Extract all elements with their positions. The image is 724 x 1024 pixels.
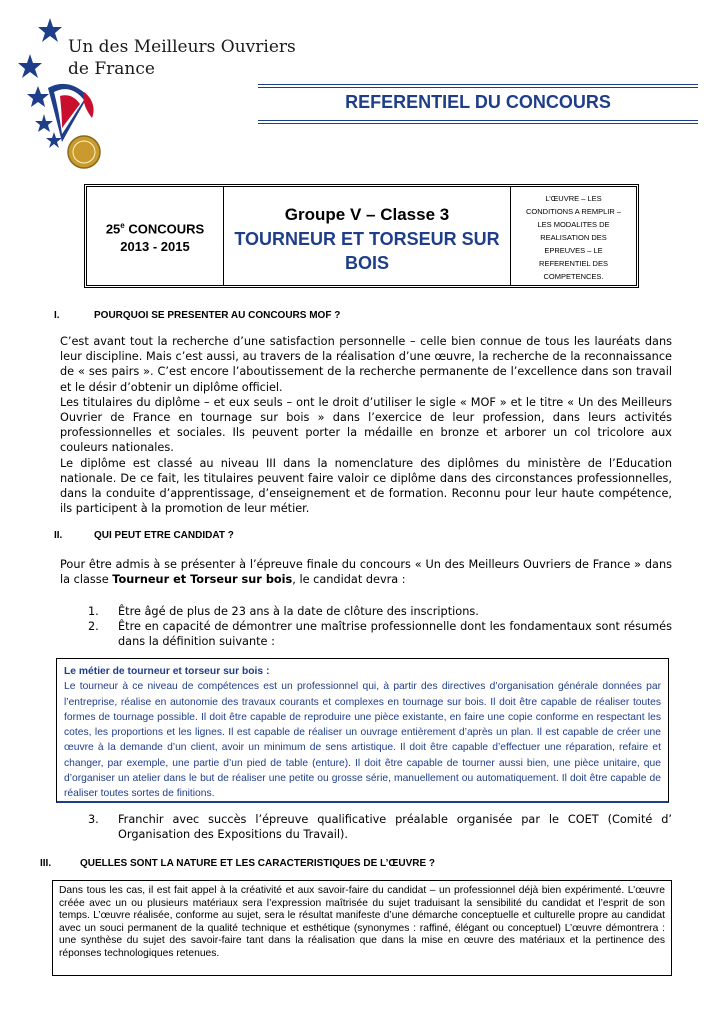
header-rule-bottom-2: [258, 123, 698, 124]
list-number: 2.: [88, 620, 99, 634]
concours-ordinal: e: [120, 221, 125, 231]
concours-info-box: [84, 184, 639, 288]
intro-text-end: , le candidat devra :: [292, 573, 406, 587]
definition-text: Le tourneur à ce niveau de compétences est un professionnel qui, à partir des directives d’organisation générale données par l’entreprise, réalise en autonomie des travaux courants et complexes en tournage sur bois. Il doit être capable de réaliser toutes formes de tournage possible. Il doit être capable de reproduire une pièce existante, en faire une copie conforme en respectant les cotes, les proportions et les lignes. Il est capable de réaliser un ouvrage entièrement d’après un plan. Il est capable de créer une œuvre à la demande d’un client, avoir un minimum de sens artistique. Il doit être capable d’effectuer une réparation, refaire et changer, par exemple, une partie d’un pied de table (enture). Il doit être capable de tourner aussi bien, une pièce unitaire, que d’organiser un atelier dans le but de réaliser une petite ou grosse série, manuellement ou automatiquement. Il doit être capable de réaliser toutes sortes de finitions.: [64, 681, 661, 800]
intro-text: Pour être admis à se présenter à l’épreuve finale du concours « Un des Meilleurs Ouvriers de France » dans la classe: [60, 558, 672, 587]
list-item: [88, 604, 672, 619]
list-item: [88, 812, 672, 842]
requirements-list-cont: [88, 812, 672, 842]
flag-ribbon-icon: [48, 84, 94, 142]
section-2-intro: [60, 557, 672, 587]
header-rule-top: [258, 84, 698, 85]
metier-title-line-2: BOIS: [344, 253, 389, 273]
header-rule-bottom: [258, 120, 698, 121]
paragraph: C’est avant tout la recherche d’une satisfaction personnelle – celle bien connue de tous les lauréats dans leur discipline. Mais c’est aussi, au travers de la réalisation d’une œuvre, la recherche de la reconnaissance de « ses pairs ». C’est encore l’aboutissement de la recherche permanente de l’excellence dans son travail et le désir d’obtenir un diplôme officiel.: [60, 335, 672, 394]
metier-title-line-1: TOURNEUR ET TORSEUR SUR: [234, 229, 500, 249]
list-item: [88, 619, 672, 649]
oeuvre-description-box: [52, 880, 672, 976]
contents-line: CONDITIONS A REMPLIR –: [525, 207, 622, 216]
contents-line: COMPETENCES.: [543, 272, 604, 281]
section-title: POURQUOI SE PRESENTER AU CONCOURS MOF ?: [94, 310, 341, 321]
organisation-name: [68, 36, 296, 80]
contents-line: REFERENTIEL DES: [539, 259, 608, 268]
section-1-body: [60, 334, 672, 516]
contents-cell: [511, 187, 636, 285]
definition-title: Le métier de tourneur et torseur sur bois :: [64, 666, 270, 677]
job-definition-box: [56, 658, 669, 803]
section-number: III.: [40, 858, 52, 869]
class-cell: [224, 187, 511, 285]
section-number: II.: [54, 530, 63, 541]
list-text: Franchir avec succès l’épreuve qualificative préalable organisée par le COET (Comité d’ Organisation des Expositions du Travail).: [118, 813, 672, 842]
section-title: QUELLES SONT LA NATURE ET LES CARACTERISTIQUES DE L’ŒUVRE ?: [80, 858, 436, 869]
paragraph: [60, 557, 672, 587]
contents-line: LES MODALITES DE: [537, 220, 610, 229]
header-rule-top-2: [258, 87, 698, 88]
organisation-line-1: Un des Meilleurs Ouvriers: [68, 37, 296, 57]
paragraph: Les titulaires du diplôme – et eux seuls – ont le droit d’utiliser le sigle « MOF » et le titre « Un des Meilleurs Ouvrier de France en tournage sur bois » dans l’exercice de leur profession, dans leurs activités professionnelles et sociales. Ils peuvent porter la médaille en bronze et arborer un col tricolore aux couleurs nationales.: [60, 395, 672, 455]
concours-label: CONCOURS: [124, 221, 205, 237]
concours-number: 25: [105, 221, 121, 237]
organisation-line-2: de France: [68, 59, 155, 79]
list-text: Être en capacité de démontrer une maîtrise professionnelle dont les fondamentaux sont résumés dans la définition suivante :: [118, 620, 672, 649]
requirements-list: [88, 604, 672, 650]
intro-class-name: Tourneur et Torseur sur bois: [112, 573, 293, 587]
document-title: REFERENTIEL DU CONCOURS: [345, 92, 611, 112]
list-number: 1.: [88, 605, 99, 618]
list-text: Être âgé de plus de 23 ans à la date de clôture des inscriptions.: [118, 605, 479, 618]
oeuvre-description: Dans tous les cas, il est fait appel à la créativité et aux savoir-faire du candidat – un professionnel déjà bien expérimenté. L’œuvre créée avec un ou plusieurs matériaux sera l’expression maîtrisée du sujet traduisant la sensibilité du candidat et l’esprit de son temps. L’œuvre réalisée, conforme au sujet, sera le résultat manifeste d’une démarche conceptuelle et culturelle propre au candidat avec un souci permanent de la qualité technique et esthétique (synonymes : raffiné, élégant ou conceptuel) L’œuvre démontrera : une synthèse du sujet des savoir-faire tant dans la réalisation que dans la mise en œuvre des matériaux et la pertinence des réponses technologiques retenues.: [59, 885, 665, 959]
concours-edition: [106, 217, 204, 237]
medal-icon: [68, 136, 100, 168]
concours-edition-cell: [87, 187, 224, 285]
list-number: 3.: [88, 813, 99, 826]
star-icon: [18, 18, 62, 148]
contents-line: L’ŒUVRE – LES: [545, 194, 602, 203]
concours-years: 2013 - 2015: [120, 238, 190, 254]
paragraph: Le diplôme est classé au niveau III dans la nomenclature des diplômes du ministère de l’Education nationale. De ce fait, les titulaires peuvent faire valoir ce diplôme dans des circonstances professionnelles, dans la conduite d’apprentissage, d’enseignement et de formation. Reconnu pour leur haute compétence, ils participent à la promotion de leur métier.: [60, 456, 672, 516]
contents-line: REALISATION DES: [540, 233, 607, 242]
section-number: I.: [54, 310, 60, 321]
groupe-classe: Groupe V – Classe 3: [284, 205, 450, 224]
section-title: QUI PEUT ETRE CANDIDAT ?: [94, 530, 234, 541]
contents-line: EPREUVES – LE: [544, 246, 603, 255]
metier-title: [224, 227, 510, 275]
